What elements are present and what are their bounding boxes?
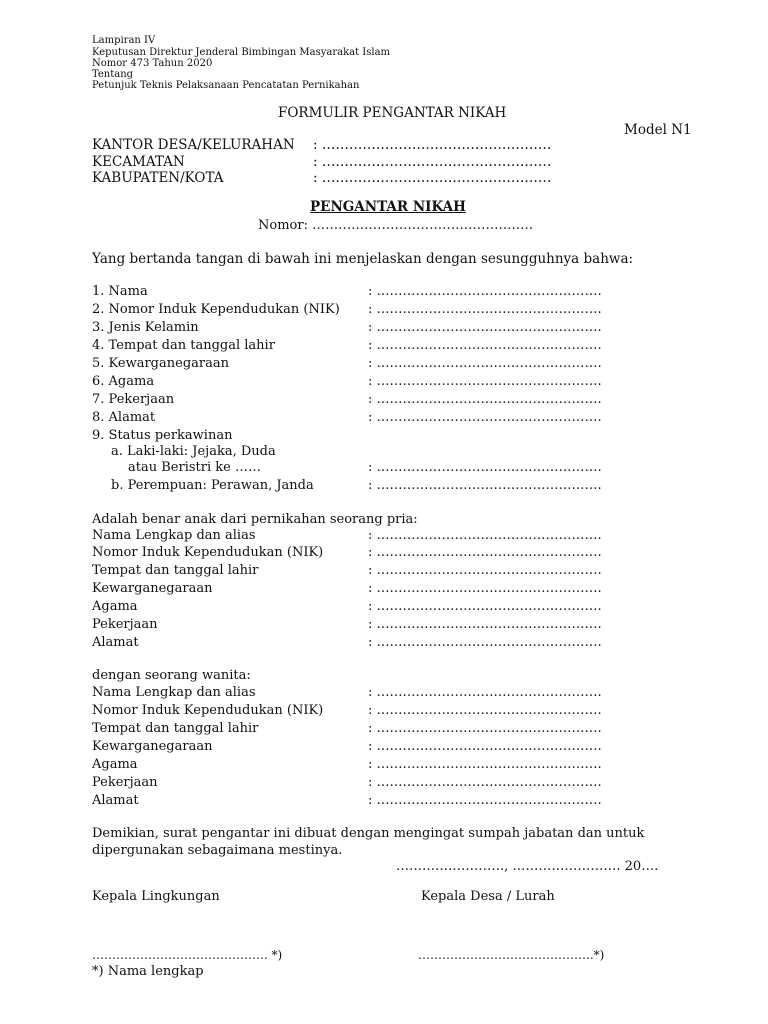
office-label: KABUPATEN/KOTA bbox=[92, 170, 224, 186]
mother-label: Nama Lengkap dan alias bbox=[92, 685, 256, 700]
subject-label: 4. Tempat dan tanggal lahir bbox=[92, 338, 275, 353]
father-intro: Adalah benar anak dari pernikahan seorang pria: bbox=[92, 512, 418, 527]
signature-right-title: Kepala Desa / Lurah bbox=[421, 889, 555, 904]
subject-label: 3. Jenis Kelamin bbox=[92, 320, 199, 335]
status-b-label: b. Perempuan: Perawan, Janda bbox=[111, 478, 314, 493]
header-line: Lampiran IV bbox=[92, 35, 156, 46]
mother-value: : ……………………………………………. bbox=[368, 739, 602, 754]
mother-value: : ……………………………………………. bbox=[368, 703, 602, 718]
intro-text: Yang bertanda tangan di bawah ini menjelaskan dengan sesungguhnya bahwa: bbox=[92, 251, 634, 267]
subject-value: : ……………………………………………. bbox=[368, 320, 602, 335]
father-label: Kewarganegaraan bbox=[92, 581, 213, 596]
mother-label: Tempat dan tanggal lahir bbox=[92, 721, 259, 736]
header-line: Keputusan Direktur Jenderal Bimbingan Masyarakat Islam bbox=[92, 47, 391, 58]
office-label: KANTOR DESA/KELURAHAN bbox=[92, 137, 295, 153]
status-label: 9. Status perkawinan bbox=[92, 428, 233, 443]
father-value: : ……………………………………………. bbox=[368, 563, 602, 578]
father-label: Alamat bbox=[92, 635, 139, 650]
mother-label: Alamat bbox=[92, 793, 139, 808]
father-label: Nama Lengkap dan alias bbox=[92, 528, 256, 543]
mother-value: : ……………………………………………. bbox=[368, 757, 602, 772]
subject-label: 6. Agama bbox=[92, 374, 155, 389]
father-label: Agama bbox=[92, 599, 138, 614]
subject-value: : ……………………………………………. bbox=[368, 410, 602, 425]
father-label: Nomor Induk Kependudukan (NIK) bbox=[92, 545, 324, 560]
office-value: : …………………………………………… bbox=[313, 137, 552, 153]
signature-right-line: ……………………………………..*) bbox=[418, 948, 605, 962]
subject-value: : ……………………………………………. bbox=[368, 374, 602, 389]
header-line: Petunjuk Teknis Pelaksanaan Pencatatan Pernikahan bbox=[92, 80, 360, 91]
status-a-line2: atau Beristri ke …… bbox=[128, 460, 261, 475]
status-b-value: : ……………………………………………. bbox=[368, 478, 602, 493]
subject-label: 1. Nama bbox=[92, 284, 148, 299]
letter-title: PENGANTAR NIKAH bbox=[310, 199, 466, 215]
father-value: : ……………………………………………. bbox=[368, 545, 602, 560]
father-value: : ……………………………………………. bbox=[368, 599, 602, 614]
form-title: FORMULIR PENGANTAR NIKAH bbox=[278, 105, 507, 121]
mother-label: Kewarganegaraan bbox=[92, 739, 213, 754]
model-label: Model N1 bbox=[624, 122, 692, 138]
header-line: Tentang bbox=[92, 69, 134, 80]
subject-label: 5. Kewarganegaraan bbox=[92, 356, 229, 371]
closing-line: dipergunakan sebagaimana mestinya. bbox=[92, 843, 343, 858]
father-value: : ……………………………………………. bbox=[368, 635, 602, 650]
date-line: ……………………., ……………………. 20…. bbox=[396, 859, 659, 874]
subject-value: : ……………………………………………. bbox=[368, 392, 602, 407]
mother-label: Pekerjaan bbox=[92, 775, 158, 790]
office-label: KECAMATAN bbox=[92, 154, 185, 170]
father-label: Tempat dan tanggal lahir bbox=[92, 563, 259, 578]
subject-value: : ……………………………………………. bbox=[368, 338, 602, 353]
mother-value: : ……………………………………………. bbox=[368, 721, 602, 736]
mother-value: : ……………………………………………. bbox=[368, 685, 602, 700]
mother-value: : ……………………………………………. bbox=[368, 775, 602, 790]
letter-number: Nomor: …………………………………………… bbox=[258, 218, 534, 233]
subject-value: : ……………………………………………. bbox=[368, 356, 602, 371]
mother-label: Agama bbox=[92, 757, 138, 772]
mother-label: Nomor Induk Kependudukan (NIK) bbox=[92, 703, 324, 718]
mother-value: : ……………………………………………. bbox=[368, 793, 602, 808]
signature-left-line: …………………………………….. *) bbox=[92, 948, 283, 962]
father-value: : ……………………………………………. bbox=[368, 581, 602, 596]
header-line: Nomor 473 Tahun 2020 bbox=[92, 58, 213, 69]
mother-intro: dengan seorang wanita: bbox=[92, 668, 251, 683]
subject-label: 8. Alamat bbox=[92, 410, 156, 425]
office-value: : …………………………………………… bbox=[313, 154, 552, 170]
subject-value: : ……………………………………………. bbox=[368, 302, 602, 317]
father-value: : ……………………………………………. bbox=[368, 617, 602, 632]
subject-label: 7. Pekerjaan bbox=[92, 392, 175, 407]
office-value: : …………………………………………… bbox=[313, 170, 552, 186]
father-value: : ……………………………………………. bbox=[368, 528, 602, 543]
footnote: *) Nama lengkap bbox=[92, 964, 204, 979]
subject-value: : ……………………………………………. bbox=[368, 284, 602, 299]
status-a-line1: a. Laki-laki: Jejaka, Duda bbox=[111, 444, 276, 459]
subject-label: 2. Nomor Induk Kependudukan (NIK) bbox=[92, 302, 340, 317]
signature-left-title: Kepala Lingkungan bbox=[92, 889, 220, 904]
status-a-value: : ……………………………………………. bbox=[368, 460, 602, 475]
father-label: Pekerjaan bbox=[92, 617, 158, 632]
closing-line: Demikian, surat pengantar ini dibuat dengan mengingat sumpah jabatan dan untuk bbox=[92, 826, 645, 841]
